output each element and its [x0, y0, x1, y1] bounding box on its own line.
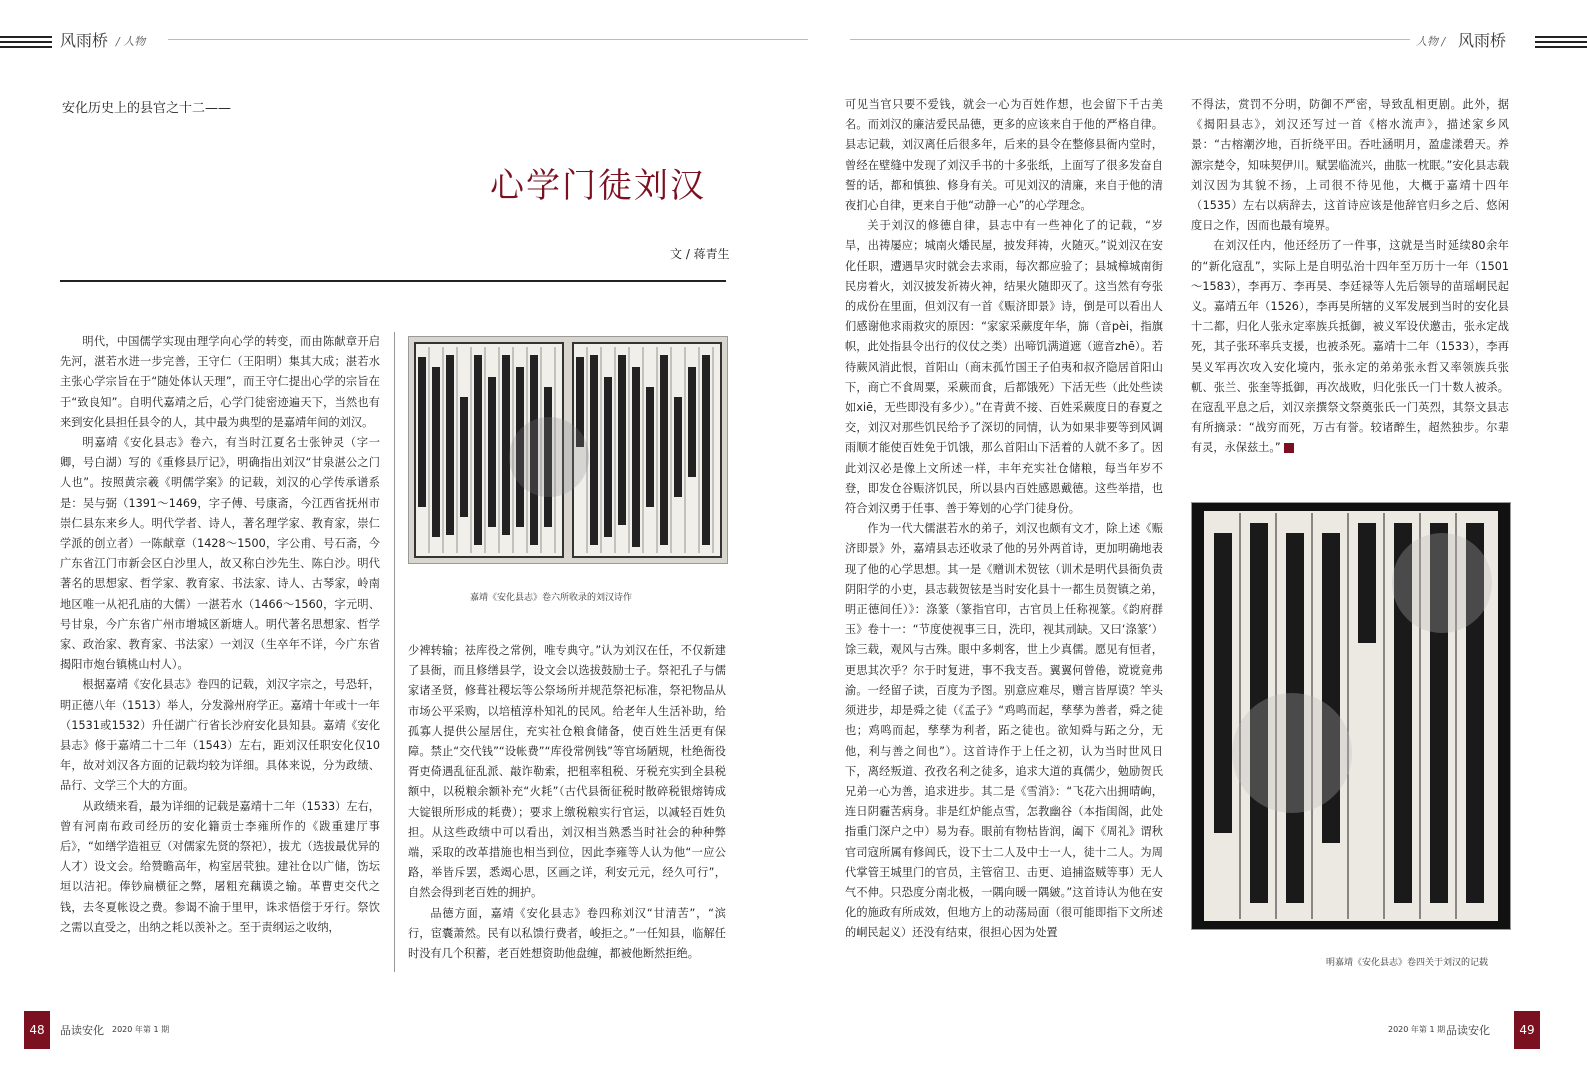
- issue-left: 2020 年第 1 期: [112, 1025, 170, 1034]
- article-title: 心学门徒刘汉: [490, 166, 706, 206]
- page-number-left: 48: [24, 1011, 50, 1049]
- column-4: [1191, 95, 1509, 459]
- paragraph: 少裨转输；祛库役之常例，唯专典守。”认为刘汉在任，不仅新建了县衙，而且修缮县学，设文会以选拔鼓励士子。祭祀孔子与儒家诸圣贤，修葺社稷坛等公祭场所并规范祭祀标准，祭祀物品从市场公平采购，以培植淳朴知礼的民风。给老年人生活补助，给孤寡人提供公屋居住，充实社仓粮食储备，使百姓生活更有保障。禁止“交代钱”“设帐费”“库役常例钱”等官场陋规，杜绝衙役胥吏倚遇乱征乱派、敲诈勒索，把租率租税、牙税充实到全县税额中，以税粮余额补充“火耗”（古代县衙征税时散碎税银熔铸成大锭银所形成的耗费）；要求上缴税粮实行官运，以减轻百姓负担。从这些政绩中可以看出，刘汉相当熟悉当时社会的种种弊端，采取的改革措施也相当到位，因此李雍等人认为他“一应公路，举皆斥罢，悉竭心思，区画之详，利安元元，经久可行”，自然会得到老百姓的拥护。: [408, 644, 726, 900]
- paragraph: 品德方面，嘉靖《安化县志》卷四称刘汉“甘清苦”，“滨行，宦囊萧然。民有以私馈行费者，峻拒之。”一任知县，临解任时没有几个积蓄，老百姓想资助他盘缠，都被他断然拒绝。: [408, 906, 726, 961]
- section-sub-left: / 人物: [116, 35, 146, 48]
- header-rule-right: [1535, 36, 1587, 51]
- paragraph: 不得法，赏罚不分明，防御不严密，导致乱相更剧。此外，据《揭阳县志》，刘汉还写过一首《榕水流声》，描述家乡风景：“古榕潮汐地，百折绕平田。吞吐涵明月，盈虚漾碧天。养源宗楚令，知味契伊川。赋罢临流兴，曲肱一枕眠。”安化县志载刘汉因为其貌不扬，上司很不待见他，大概于嘉靖十四年（1535）左右以病辞去，这首诗应该是他辞官归乡之后、悠闲度日之作，因而也最有境界。: [1191, 98, 1509, 233]
- image-2-caption: 明嘉靖《安化县志》卷四关于刘汉的记载: [1326, 958, 1489, 968]
- paragraph: 根据嘉靖《安化县志》卷四的记载，刘汉字宗之，号恐轩，明正德八年（1513）举人，分发滁州府学正。嘉靖十年或十一年（1531或1532）升任湖广行省长沙府安化县知县。嘉靖《安化县志》修于嘉靖二十二年（1543）左右，距刘汉任职安化仅10年，故对刘汉各方面的记载均较为详细。具体来说，分为政绩、品行、文学三个大的方面。: [60, 678, 380, 793]
- paragraph: 可见当官只要不爱钱，就会一心为百姓作想，也会留下千古美名。而刘汉的廉洁爱民品德，更多的应该来自于他的严格自律。县志记载，刘汉离任后很多年，后来的县令在整修县衙内堂时，曾经在壁缝中发现了刘汉手书的十多张纸，上面写了很多发奋自誓的话，都和慎独、修身有关。可见刘汉的清廉，来自于他的清夜扪心自律，更来自于他“动静一心”的心学理念。: [845, 98, 1163, 213]
- paragraph: 明代，中国儒学实现由理学向心学的转变，而由陈献章开启先河，湛若水进一步完善，王守仁（王阳明）集其大成；湛若水主张心学宗旨在于“随处体认天理”，而王守仁提出心学的宗旨在于“致良知”。自明代嘉靖之后，心学门徒密迹遍天下，当然也有来到安化县担任县令的人，其中最为典型的是嘉靖年间的刘汉。: [60, 335, 380, 429]
- column-divider: [394, 332, 395, 972]
- paragraph: 关于刘汉的修德自律，县志中有一些神化了的记载，“岁旱，出祷屡应；城南火燔民屋，披发拜祷，火随灭。”说刘汉在安化任职，遭遇旱灾时就会去求雨，每次都应验了；县城樟城南街民房着火，刘汉披发祈祷火神，结果火随即灭了。这当然有夸张的成份在里面，但刘汉有一首《赈济即景》诗，倒是可以看出人们感谢他求雨救灾的原因：“家家采蕨度年华，旆（音pèi，指旗帜，此处指县令出行的仪仗之类）出啼饥满道遮（遮音zhē）。若待蕨风消此恨，首阳山（商末孤竹国王子伯夷和叔齐隐居首阳山下，商亡不食周粟，采蕨而食，后都饿死）下活无些（此处些读如xiē，无些即没有多少）。”在青黄不接、百姓采蕨度日的春夏之交，刘汉对那些饥民给予了深切的同情，认为如果非要等到风调雨顺才能使百姓免于饥饿，那么首阳山下活着的人就不多了。因此刘汉必是像上文所述一样，丰年充实社仓储粮，每当年岁不登，即发仓谷赈济饥民，所以县内百姓感恩戴德。这些举措，也符合刘汉勇于任事、善于筹划的心学门徒身份。: [845, 219, 1163, 516]
- header-rule-left: [0, 36, 52, 51]
- column-1: [60, 332, 380, 938]
- issue-right: 2020 年第 1 期: [1388, 1025, 1446, 1034]
- book-scan-image-1: [408, 336, 728, 564]
- book-scan-image-2: [1191, 502, 1511, 930]
- magazine-name-left: 品读安化: [60, 1024, 104, 1037]
- paragraph: 从政绩来看，最为详细的记载是嘉靖十二年（1533）左右，曾有河南布政司经历的安化籍贡士李雍所作的《跋重建厅事后》，“如缮学造祖豆（对儒家先贤的祭祀），拔尤（选拔最优异的人才）设文会。给赞瞻高年，构室居茕独。建社仓以广储，饬坛垣以洁祀。俸钞扁横征之弊，屠粗充藕谟之输。革曹吏交代之钱，去冬夏帐设之费。参谒不渝于里甲，诛求悟偿于牙行。祭饮之需以直受之，出纳之耗以羡补之。至于责纲运之收纳，: [60, 799, 380, 934]
- header-thin-rule-right: [850, 39, 1410, 40]
- end-mark-icon: A: [1284, 443, 1294, 453]
- series-title: 安化历史上的县官之十二——: [62, 101, 232, 116]
- paragraph-text: 在刘汉任内，他还经历了一件事，这就是当时延续80余年的“新化寇乱”，实际上是自明弘治十四年至万历十一年（1501～1583），李再万、李再昊、李廷禄等人先后领导的苗瑶峒民起义。嘉靖五年（1526），李再昊所辖的义军发展到当时的安化县十二都，归化人张永定率族兵抵御，被义军设伏邀击，张永定战死，其子张环率兵支援，也被杀死。嘉靖十二年（1533），李再昊义军再次攻入安化境内，张永定的弟弟张永哲又率领族兵张軏、张兰、张奎等抵御，再次战败，归化张氏一门十数人被杀。在寇乱平息之后，刘汉亲撰祭文祭奠张氏一门英烈，其祭文县志有所摘录：“战穷而死，万古有誉。较诸醉生，超然独步。尔辈有灵，永保兹土。”: [1191, 239, 1509, 455]
- page-number-right: 49: [1514, 1011, 1540, 1049]
- paragraph: 明嘉靖《安化县志》卷六，有当时江夏名士张钟灵（字一卿，号白湖）写的《重修县厅记》，明确指出刘汉“甘泉湛公之门人也”。按照黄宗羲《明儒学案》的记载，刘汉的心学传承谱系是：吴与弼（1391～1469，字子傅、号康斋，今江西省抚州市崇仁县东来乡人。明代学者、诗人，著名理学家、教育家，崇仁学派的创立者）一陈献章（1428～1500，字公甫、号石斋，今广东省江门市新会区白沙里人，故又称白沙先生、陈白沙。明代著名的思想家、哲学家、教育家、书法家、诗人、古琴家，岭南地区唯一从祀孔庙的大儒）一湛若水（1466～1560，字元明、号甘泉，今广东省广州市增城区新塘人。明代著名思想家、哲学家、政治家、教育家、书法家）一刘汉（生卒年不详，今广东省揭阳市炮台镇桃山村人）。: [60, 436, 380, 672]
- section-title-left: 风雨桥: [60, 31, 109, 50]
- header-thin-rule-left: [168, 39, 808, 40]
- column-2: [408, 641, 726, 964]
- paragraph: 作为一代大儒湛若水的弟子，刘汉也颇有文才，除上述《赈济即景》外，嘉靖县志还收录了他的另外两首诗，更加明确地表现了他的心学思想。其一是《赠训术贺铉（训术是明代县衙负责阴阳学的小吏，县志载贺铉是当时安化县十一都生员贺镇之弟，明正德间任）》：涤篆（篆指官印，古官员上任称视篆。《韵府群玉》卷十一：“节度使视事三日，洗印，视其刓缺。又曰‘涤篆’）馀三载，观风与古殊。眼中多刺客，世上少真儒。愿见有恒者，更思其次乎？尔于时复进，事不我支吾。翼翼何曾倦，谠谠竟弗渝。一经留子读，百度为予图。别意应难尽，赠言皆厚谟？竿头须进步，却是舜之徒（《孟子》“鸡鸣而起，孳孳为善者，舜之徒也；鸡鸣而起，孳孳为利者，跖之徒也。欲知舜与跖之分，无他，利与善之间也”）。这首诗作于上任之初，认为当时世风日下，离经叛道、孜孜名利之徒多，追求大道的真儒少，勉励贺氏兄弟一心为善，追求进步。其二是《雪消》：“飞花六出拥晴峋，连日阴霾苦病身。非是红炉能点雪，怎教幽谷（本指闺阁，此处指重门深户之中）易为春。眼前有物枯皆润，阖下《周礼》谓秋官司寇所属有修闾氏，设下士二人及中士一人，徒十二人。为周代掌管王城里门的官员，主管宿卫、击更、追捕盗贼等事）无人气不伸。只恐度分南北极，一隅向暖一隅皴。”这首诗认为他在安化的施政有所成效，但地方上的动荡局面（很可能即指下文所述的峒民起义）还没有结束，很担心因为处置: [845, 522, 1163, 940]
- article-author: 文 / 蒋青生: [670, 247, 730, 261]
- magazine-name-right: 品读安化: [1446, 1024, 1490, 1037]
- paragraph: [1191, 236, 1509, 458]
- section-title-right: 风雨桥: [1458, 31, 1507, 50]
- column-3: [845, 95, 1163, 944]
- title-rule: [60, 280, 726, 282]
- section-sub-right: 人物 /: [1416, 35, 1446, 48]
- image-1-caption: 嘉靖《安化县志》卷六所收录的刘汉诗作: [470, 593, 633, 603]
